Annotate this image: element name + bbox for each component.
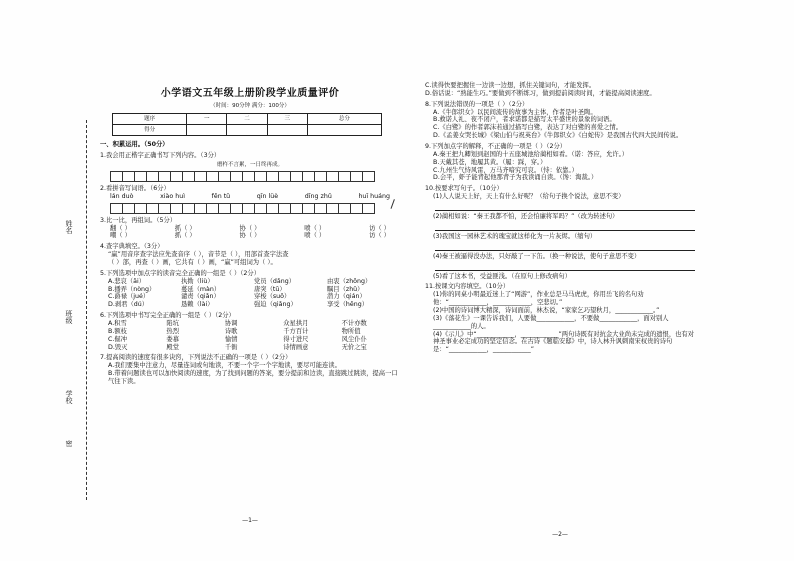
pinyin-row bbox=[100, 193, 400, 201]
pinyin-answer-grid[interactable] bbox=[110, 203, 400, 214]
writing-grid[interactable] bbox=[110, 171, 400, 182]
option-item: 热烈 bbox=[166, 327, 179, 335]
pinyin-item: dīng zhǔ bbox=[304, 192, 332, 200]
compare-item: 访（ ） bbox=[369, 224, 390, 232]
option-text: A.秦王把九卿划到赵国的十五座城池给蔺相如看。（诺：答应，允许。） bbox=[433, 150, 629, 158]
option-item: 潜力（qián） bbox=[327, 293, 366, 301]
option-text: D.《孟姜女哭长城》《梁山伯与祝英台》《牛郎织女》《白蛇传》是我国古代四大民间传说。 bbox=[433, 132, 683, 140]
option-item: 千衙 bbox=[224, 343, 238, 351]
score-header-cell: 二 bbox=[227, 114, 267, 125]
compare-item: 抓（ ） bbox=[174, 224, 196, 232]
score-value-row bbox=[113, 125, 382, 136]
compare-item: 喷（ ） bbox=[304, 224, 326, 232]
sub-question: (2)蔺相如说：“秦王我都不怕，还会怕廉将军吗？”（改为转述句） bbox=[433, 213, 619, 221]
option-text: A.《牛郎织女》以民间流传的故事为主体，作者是叶圣陶。 bbox=[433, 108, 597, 116]
question-10: 10.按要求写句子。（10分） bbox=[425, 185, 503, 193]
option-item: 由衷（zhōng） bbox=[327, 277, 372, 285]
pinyin-item: xiào huì bbox=[160, 192, 185, 200]
option-item: 无价之宝 bbox=[341, 343, 367, 351]
binding-line bbox=[86, 120, 87, 500]
option-text: B.救诺人礼、夜不闭户，者求诺都是描写太平盛世的景象的词语。 bbox=[433, 116, 616, 124]
fill-blank: (1)你的同桌小明最近迷上了“网游”，作业总是马马虎虎，你用岳飞的名句劝他：“____________，____________，空悲切。” bbox=[433, 291, 644, 307]
option-item: A.悲哀（āi） bbox=[108, 277, 145, 285]
compare-item: 访（ ） bbox=[369, 232, 390, 240]
option-item: 享受（hēng） bbox=[327, 301, 369, 309]
name-field-label: 姓名 bbox=[65, 220, 73, 234]
option-text: C.读得快要把握住一边读一边想，抓住关键词句，才能发挥。 bbox=[425, 82, 596, 89]
option-item: 众星拱月 bbox=[283, 320, 309, 327]
option-item: 千方百计 bbox=[283, 327, 309, 335]
pinyin-item: fēn tǔ bbox=[211, 192, 231, 200]
option-item: 陷坑 bbox=[166, 320, 179, 327]
option-item: 诗歌 bbox=[224, 327, 238, 335]
option-text: C.九州生气恃风雷，万马齐喑究可哀。（恃：依靠。） bbox=[433, 166, 578, 174]
option-item: 物所值 bbox=[341, 327, 361, 335]
option-item: C.倔冲 bbox=[108, 335, 127, 343]
option-text: B.带着问题读也可以加快阅读的速度，为了找到问题的答案，要分提前和边读，直接跳过跳读，提高一口气往下读。 bbox=[108, 370, 398, 386]
class-field-label: 班级 bbox=[65, 310, 73, 324]
answer-line[interactable] bbox=[435, 222, 695, 231]
option-item: 得寸进尺 bbox=[283, 335, 309, 343]
score-header-cell: 一 bbox=[187, 114, 227, 125]
score-header-row bbox=[113, 114, 382, 125]
option-item: 蔓延（màn） bbox=[181, 285, 221, 293]
answer-line[interactable] bbox=[435, 262, 695, 271]
question-7: 7.提高阅读的速度有很多诀窍，下列说法不正确的一项是（ ）（2分） bbox=[100, 354, 292, 362]
option-item: 党员（dǎng） bbox=[254, 277, 296, 285]
page-number: —2— bbox=[552, 530, 568, 538]
option-item: 协调 bbox=[224, 320, 238, 327]
option-item: 穿梭（suō） bbox=[254, 293, 291, 301]
option-item: C.爵禄（jué） bbox=[108, 293, 150, 301]
question-3: 3.比一比，再组词。（5分） bbox=[100, 216, 177, 224]
answer-line[interactable] bbox=[435, 202, 695, 211]
question-4: 4.查字典填空。（3分） bbox=[100, 243, 164, 251]
option-row bbox=[100, 328, 400, 336]
pinyin-item: lán duò bbox=[110, 192, 134, 200]
score-row-label: 得分 bbox=[113, 125, 187, 136]
option-item: 执拗（liù） bbox=[181, 277, 214, 285]
option-item: B.额枝 bbox=[108, 327, 127, 335]
answer-line[interactable] bbox=[435, 242, 695, 251]
score-cell[interactable] bbox=[227, 125, 267, 136]
fill-blank: (4)《示儿》中“____________，____________”两句诗既有对抗金大业尚未完成的遗恨，也有对神圣事业必定成功的坚定信念。在古诗《题临安邸》中，诗人林升讽刺南宋权贵的诗句是：“____________，____________” bbox=[433, 330, 695, 354]
sub-question: (4)秦王被逼得没办法，只好敲了一下缶。（换一种说法，使句子意思不变） bbox=[433, 252, 641, 260]
left-page bbox=[100, 88, 400, 528]
compare-item: 喷（ ） bbox=[304, 232, 326, 240]
pinyin-item: qīn lüè bbox=[256, 192, 279, 200]
option-item: 愉情 bbox=[224, 335, 238, 343]
compare-item: 协（ ） bbox=[239, 224, 261, 232]
option-text: B.天戴其苍，地履其黄。（履：踩，穿。） bbox=[433, 158, 547, 166]
score-cell[interactable] bbox=[187, 125, 227, 136]
option-row bbox=[100, 278, 400, 286]
option-item: A.积雪 bbox=[108, 320, 127, 327]
question-11: 11.按课文内容填空。（10分） bbox=[425, 283, 510, 291]
option-text: C.《白鹭》的作者郭沫若通过描写白鹭，表达了对白鹭的喜爱之情。 bbox=[433, 124, 623, 132]
sub-question: (3)我国这一园林艺术的瑰宝就这样化为一片灰烬。（缩句） bbox=[433, 232, 597, 240]
option-row bbox=[100, 336, 400, 344]
score-cell[interactable] bbox=[267, 125, 307, 136]
question-8: 8.下列说法错误的一项是（ ）（2分） bbox=[425, 100, 529, 108]
sub-question: (1)人人说天上好，天上有什么好呢？（给句子换个说法，意思不变） bbox=[433, 193, 625, 201]
option-item: 风尘仆仆 bbox=[341, 335, 367, 343]
score-table bbox=[112, 113, 382, 136]
fill-blank: (2)中国的诗词博大精深，诗词面前，林杰说，“家家乞巧望秋月，____________。” bbox=[433, 307, 660, 315]
exam-title: 小学语文五年级上册阶段学业质量评价 bbox=[160, 88, 340, 99]
option-item: 谴责（qiǎn） bbox=[181, 293, 220, 301]
seal-label: 密 bbox=[65, 440, 73, 447]
school-field-label: 学校 bbox=[65, 390, 73, 404]
option-row bbox=[100, 301, 400, 309]
question-2: 2.看拼音写词语。（6分） bbox=[100, 184, 170, 192]
score-header-cell: 总分 bbox=[307, 114, 381, 125]
option-text: D.俗话说：“熟能生巧。”要做到不断练习，做到提前阅读时间，才能提高阅读速度。 bbox=[425, 89, 656, 97]
question-4-line: “赢”用音序查字法应先查音序（ ），音节是（ ），用部首查字法查 bbox=[108, 251, 289, 259]
option-item: 瞩目（zhǔ） bbox=[327, 285, 364, 293]
score-header-cell: 三 bbox=[267, 114, 307, 125]
exam-subtitle: （时间：90分钟 满分：100分） bbox=[210, 102, 290, 109]
option-item: D.毁灭 bbox=[108, 343, 128, 351]
option-text: D.会平，虾子能背起他那背子为我读诵自读。（馋：淘裁。） bbox=[433, 174, 598, 182]
compare-item: 翻（ ） bbox=[110, 224, 131, 232]
option-item: D.剥君（dú） bbox=[108, 301, 149, 309]
sub-question: (5)看了这本书，受益匪浅。（在原句上修改病句） bbox=[433, 272, 572, 280]
option-item: 恳赖（lài） bbox=[181, 301, 214, 309]
fill-blank: (3)《落花生》一课告诉我们，人要做____________，不要做____________，面对别人____________的人。 bbox=[433, 314, 669, 330]
question-4-line: （ ）部，再查（ ）画，它共有（ ）画，“赢”可组词为（ ）。 bbox=[108, 258, 277, 266]
binding-margin bbox=[62, 120, 92, 500]
option-item: 殿堂 bbox=[166, 343, 179, 351]
page-number: —1— bbox=[242, 516, 258, 524]
option-item: 唐突（tū） bbox=[254, 285, 286, 293]
option-item: 不计亦数 bbox=[341, 320, 367, 327]
section-heading: 一、积累运用。（50分） bbox=[100, 141, 169, 149]
option-item: 娄慕 bbox=[166, 335, 179, 343]
copy-sentence: 磨杵不言累，一日终再成。 bbox=[216, 162, 283, 169]
compare-item: 协（ ） bbox=[239, 232, 261, 240]
pinyin-item: huī huáng bbox=[358, 192, 390, 200]
question-1: 1.我会用正楷字正确书写下列内容。（3分） bbox=[100, 152, 221, 160]
question-6: 6.下列选项中书写完全正确的一组是（ ）（2分） bbox=[100, 312, 235, 320]
option-text: A.我们要集中注意力，尽量连词或句地读，不要一个字一个字地读，要尽可能连读。 bbox=[108, 362, 341, 370]
question-5: 5.下列选项中加点字的读音完全正确的一组是（ ）（2分） bbox=[100, 269, 260, 277]
score-header-cell: 题序 bbox=[113, 114, 187, 125]
option-item: 强迫（qiǎng） bbox=[254, 301, 297, 309]
question-9: 9.下列加点字的解释，不正确的一项是（ ）（2分） bbox=[425, 143, 567, 151]
option-item: 诗情画意 bbox=[283, 343, 309, 351]
option-item: B.播弄（nòng） bbox=[108, 285, 156, 293]
score-cell[interactable] bbox=[307, 125, 381, 136]
option-row bbox=[100, 344, 400, 352]
option-row bbox=[100, 320, 400, 328]
compare-item: 嘲（ ） bbox=[110, 232, 131, 240]
compare-row bbox=[100, 232, 400, 240]
right-page bbox=[425, 82, 695, 542]
compare-item: 抓（ ） bbox=[174, 232, 196, 240]
